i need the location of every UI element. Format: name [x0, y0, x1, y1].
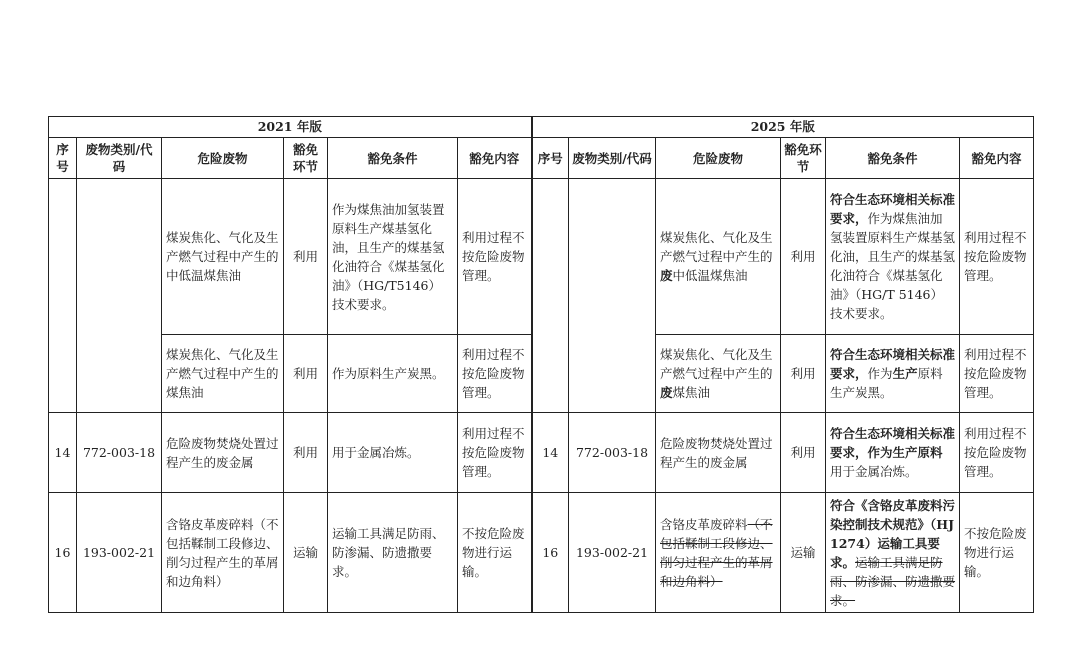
version-2021-header: 2021 年版	[49, 117, 532, 138]
col-header-content: 豁免内容	[458, 138, 532, 179]
col-header-conditions: 豁免条件	[826, 138, 960, 179]
waste-cell: 危险废物焚烧处置过程产生的废金属	[656, 413, 781, 493]
conditions-cell: 运输工具满足防雨、防渗漏、防遗撒要求。	[328, 493, 458, 613]
conditions-cell: 作为煤焦油加氢装置原料生产煤基氢化油，且生产的煤基氢化油符合《煤基氢化油》（HG/T5146）技术要求。	[328, 179, 458, 335]
seq-cell	[49, 179, 77, 413]
content-cell: 利用过程不按危险废物管理。	[960, 335, 1034, 413]
added-condition-text: 符合生态环境相关标准要求，作为生产原料	[830, 426, 956, 460]
seq-cell: 16	[532, 493, 569, 613]
waste-cell: 危险废物焚烧处置过程产生的废金属	[162, 413, 284, 493]
stage-cell: 利用	[781, 413, 826, 493]
waste-text: 煤焦油	[672, 385, 711, 400]
comparison-table	[48, 116, 1034, 613]
seq-cell: 14	[532, 413, 569, 493]
code-cell	[569, 179, 656, 413]
col-header-category: 废物类别/代码	[77, 138, 162, 179]
version-2025-header: 2025 年版	[532, 117, 1034, 138]
table-row	[49, 413, 1034, 493]
waste-added-text: 废	[660, 268, 673, 283]
col-header-waste: 危险废物	[162, 138, 284, 179]
waste-cell: 煤炭焦化、气化及生产燃气过程中产生的中低温煤焦油	[162, 179, 284, 335]
content-cell: 利用过程不按危险废物管理。	[458, 335, 532, 413]
content-cell: 利用过程不按危险废物管理。	[960, 413, 1034, 493]
seq-cell: 16	[49, 493, 77, 613]
stage-cell: 利用	[284, 179, 328, 335]
waste-text: 中低温煤焦油	[672, 268, 748, 283]
condition-text: 原料生产炭黑。	[830, 366, 943, 400]
condition-text: 作为	[867, 366, 893, 381]
deleted-condition-text: 运输工具满足防雨、防渗漏、防遗撒要求。	[830, 554, 956, 608]
conditions-cell	[826, 413, 960, 493]
col-header-content: 豁免内容	[960, 138, 1034, 179]
content-cell: 利用过程不按危险废物管理。	[458, 179, 532, 335]
waste-text: 煤炭焦化、气化及生产燃气过程中产生的	[660, 347, 773, 381]
col-header-seq: 序号	[532, 138, 569, 179]
code-cell: 772-003-18	[569, 413, 656, 493]
waste-cell	[656, 493, 781, 613]
waste-added-text: 废	[660, 385, 673, 400]
added-condition-text: 符合《含铬皮革废料污染控制技术规范》（HJ 1274）运输工具要求。	[830, 497, 956, 570]
conditions-cell: 作为原料生产炭黑。	[328, 335, 458, 413]
conditions-cell: 用于金属冶炼。	[328, 413, 458, 493]
content-cell: 不按危险废物进行运输。	[960, 493, 1034, 613]
conditions-cell	[826, 179, 960, 335]
seq-cell	[532, 179, 569, 413]
added-condition-text: 生产	[892, 366, 918, 381]
col-header-waste: 危险废物	[656, 138, 781, 179]
waste-text: 含铬皮革废碎料	[660, 516, 748, 532]
table-row	[49, 493, 1034, 613]
col-header-seq: 序号	[49, 138, 77, 179]
content-cell: 利用过程不按危险废物管理。	[960, 179, 1034, 335]
seq-cell: 14	[49, 413, 77, 493]
condition-text: 作为煤焦油加氢装置原料生产煤基氢化油，且生产的煤基氢化油符合《煤基氢化油》（HG/T 5146）技术要求。	[830, 211, 956, 321]
code-cell: 193-002-21	[77, 493, 162, 613]
deleted-waste-text: （不包括鞣制工段修边、削匀过程产生的革屑和边角料）	[660, 516, 773, 589]
col-header-conditions: 豁免条件	[328, 138, 458, 179]
code-cell	[77, 179, 162, 413]
code-cell: 193-002-21	[569, 493, 656, 613]
waste-cell: 含铬皮革废碎料（不包括鞣制工段修边、削匀过程产生的革屑和边角料）	[162, 493, 284, 613]
conditions-cell	[826, 335, 960, 413]
condition-text: 用于金属冶炼。	[830, 464, 918, 479]
waste-cell	[656, 335, 781, 413]
col-header-stage: 豁免环节	[284, 138, 328, 179]
waste-cell	[656, 179, 781, 335]
added-condition-text: 符合生态环境相关标准要求，	[830, 192, 956, 226]
conditions-cell	[826, 493, 960, 613]
waste-cell: 煤炭焦化、气化及生产燃气过程中产生的煤焦油	[162, 335, 284, 413]
stage-cell: 利用	[781, 179, 826, 335]
added-condition-text: 符合生态环境相关标准要求，	[830, 347, 956, 381]
col-header-stage: 豁免环节	[781, 138, 826, 179]
stage-cell: 利用	[781, 335, 826, 413]
waste-text: 煤炭焦化、气化及生产燃气过程中产生的	[660, 230, 773, 264]
code-cell: 772-003-18	[77, 413, 162, 493]
table-row	[49, 179, 1034, 335]
stage-cell: 运输	[284, 493, 328, 613]
col-header-category: 废物类别/代码	[569, 138, 656, 179]
content-cell: 不按危险废物进行运输。	[458, 493, 532, 613]
stage-cell: 运输	[781, 493, 826, 613]
stage-cell: 利用	[284, 335, 328, 413]
content-cell: 利用过程不按危险废物管理。	[458, 413, 532, 493]
stage-cell: 利用	[284, 413, 328, 493]
